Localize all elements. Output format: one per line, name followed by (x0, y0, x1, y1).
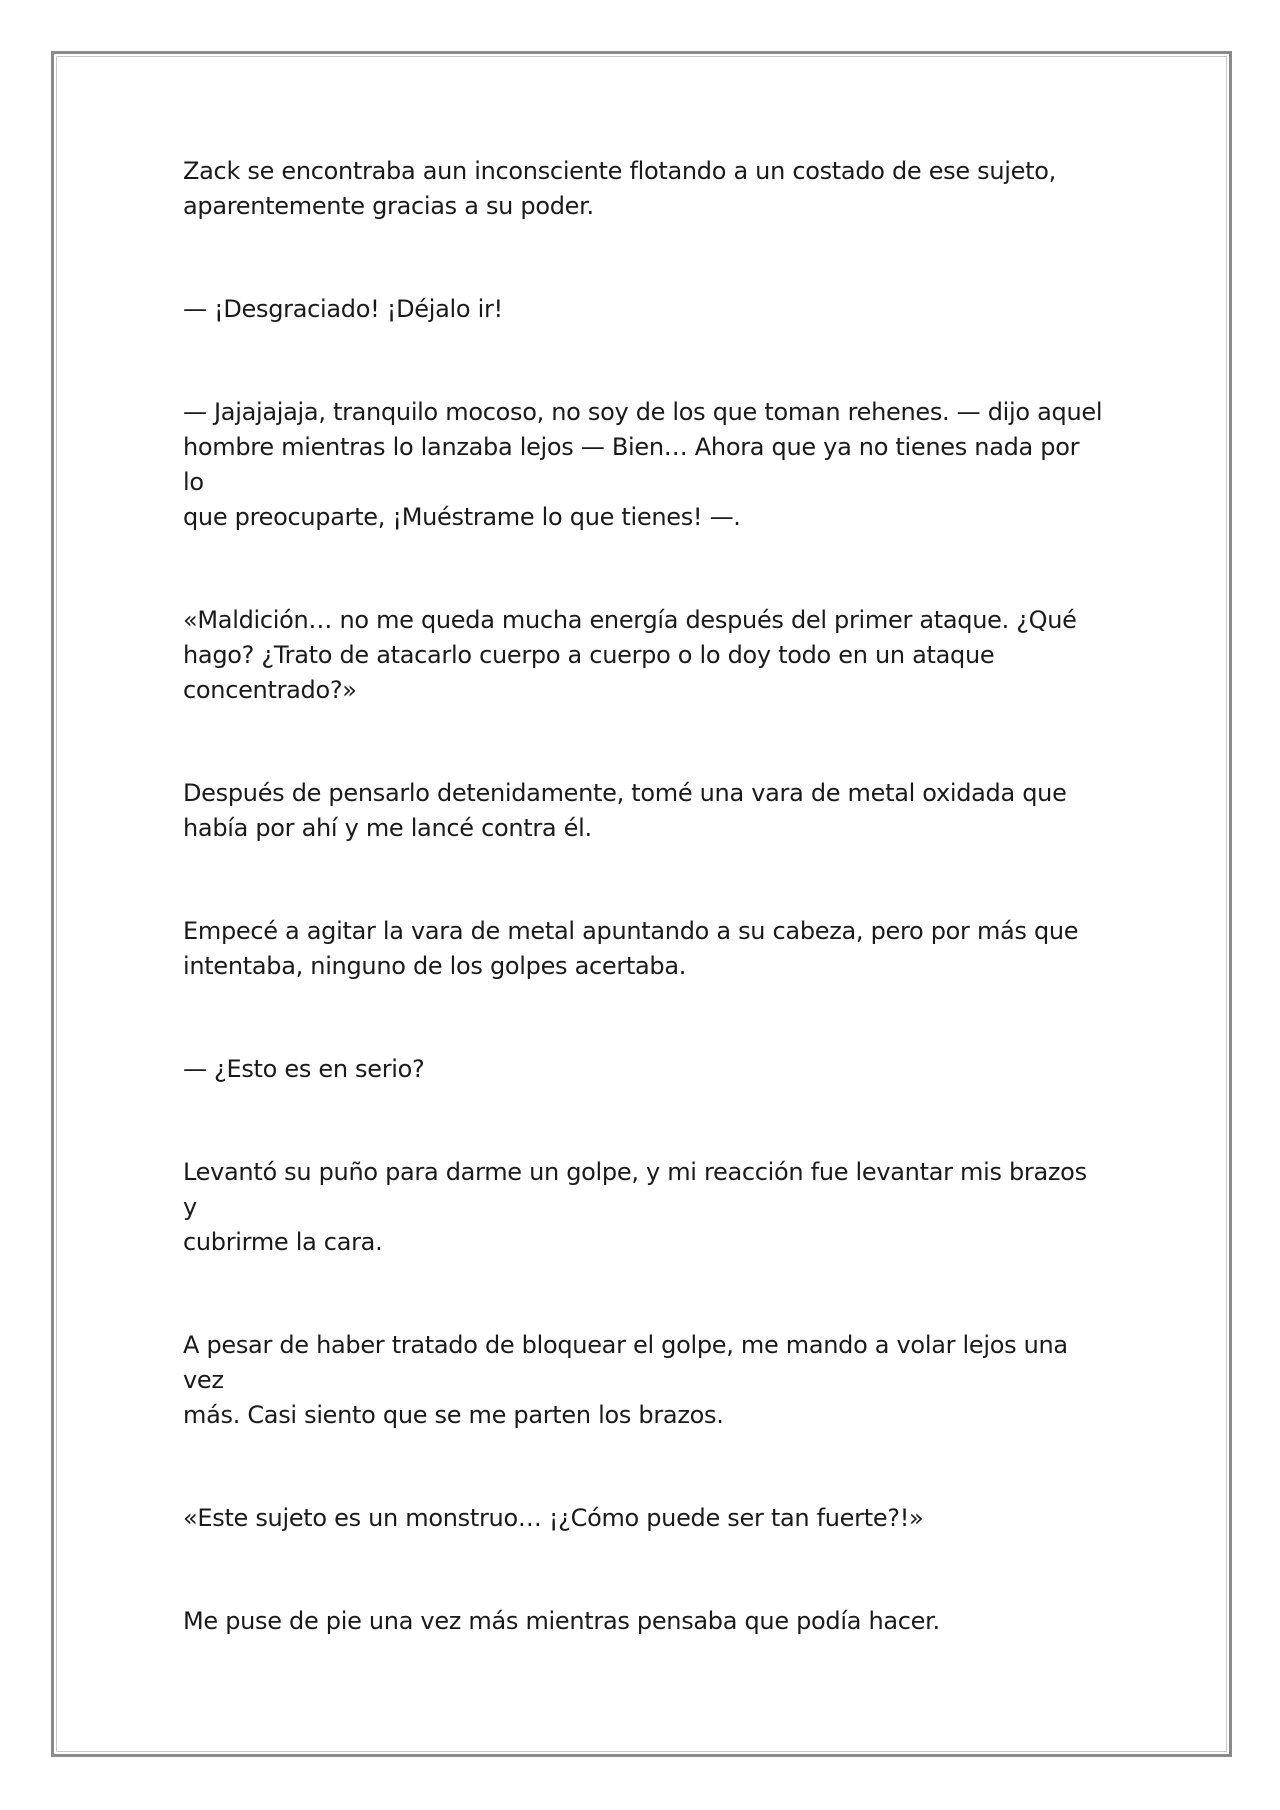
paragraph: «Este sujeto es un monstruo… ¡¿Cómo puede ser tan fuerte?!» (183, 1504, 924, 1532)
paragraph: Después de pensarlo detenidamente, tomé una vara de metal oxidada que había por ahí y me lancé contra él. (183, 779, 1067, 842)
paragraph: — ¡Desgraciado! ¡Déjalo ir! (183, 295, 503, 323)
paragraph: Zack se encontraba aun inconsciente flotando a un costado de ese sujeto, aparentemente gracias a su poder. (183, 157, 1056, 220)
document-body (183, 154, 1103, 1707)
paragraph: Levantó su puño para darme un golpe, y mi reacción fue levantar mis brazos y cubrirme la cara. (183, 1158, 1087, 1256)
paragraph: Empecé a agitar la vara de metal apuntando a su cabeza, pero por más que intentaba, ninguno de los golpes acertaba. (183, 917, 1079, 980)
paragraph: Me puse de pie una vez más mientras pensaba que podía hacer. (183, 1607, 940, 1635)
paragraph: A pesar de haber tratado de bloquear el golpe, me mando a volar lejos una vez más. Casi siento que se me parten los brazos. (183, 1331, 1068, 1429)
paragraph: — ¿Esto es en serio? (183, 1055, 425, 1083)
paragraph: — Jajajajaja, tranquilo mocoso, no soy de los que toman rehenes. — dijo aquel hombre mientras lo lanzaba lejos — Bien… Ahora que ya no tienes nada por lo que preocuparte, ¡Muéstrame lo que tienes! —. (183, 398, 1103, 531)
paragraph: «Maldición… no me queda mucha energía después del primer ataque. ¿Qué hago? ¿Trato de atacarlo cuerpo a cuerpo o lo doy todo en un ataque concentrado?» (183, 606, 1077, 704)
